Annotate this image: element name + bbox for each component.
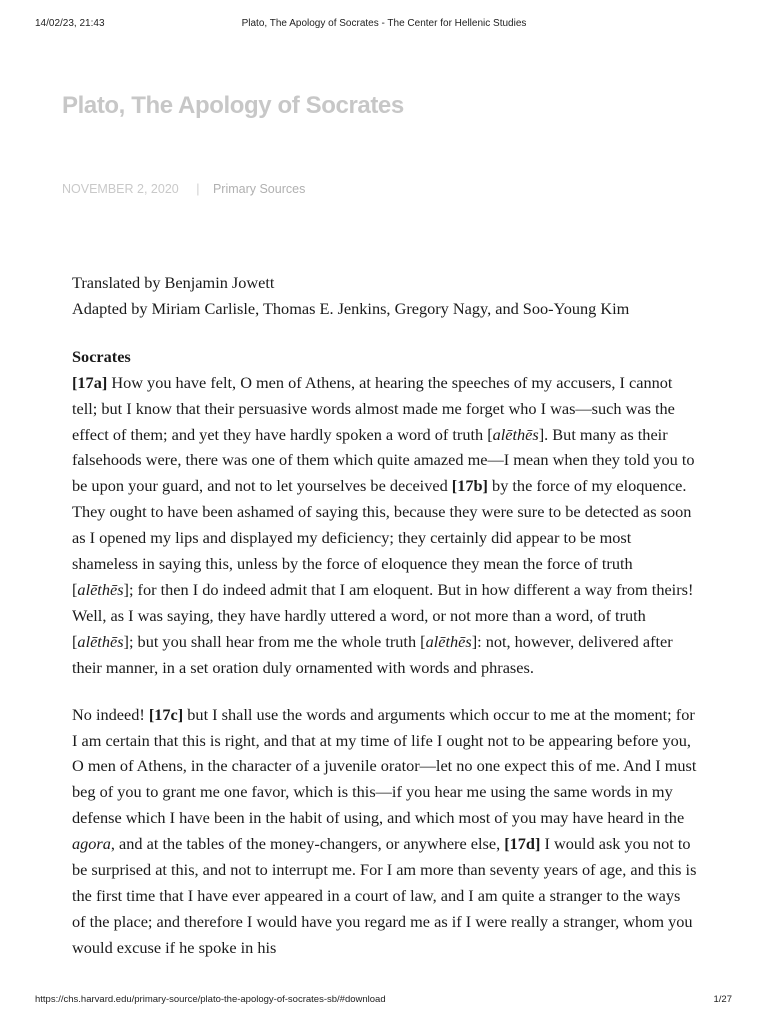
greek-term: alēthēs <box>492 424 539 444</box>
stephanus-reference: [17b] <box>451 476 488 496</box>
greek-term: alēthēs <box>77 631 124 651</box>
paragraph-text: by the force of my eloquence. They ought to have been ashamed of saying this, because they were sure to be detected as soon as I opened my lips and displayed my deficiency; they certainly did appear to be most shameless in saying this, unless by the force of eloquence they mean the force of truth [ <box>72 476 692 599</box>
paragraph-text: , and at the tables of the money-changers, or anywhere else, <box>110 834 505 854</box>
paragraph <box>72 702 697 961</box>
paragraph-text: ]: not, however, delivered after their manner, in a set oration duly ornamented with words and phrases. <box>72 631 673 677</box>
stephanus-reference: [17c] <box>148 704 184 724</box>
paragraph-text: but I shall use the words and arguments which occur to me at the moment; for I am certain that this is right, and that at my time of life I ought not to be appearing before you, O men of Athens, in the character of a juvenile orator—let no one expect this of me. And I must beg of you to grant me one favor, which is this—if you hear me using the same words in my defense which I have been in the habit of using, and which most of you may have heard in the <box>72 704 697 828</box>
paragraph-text: ]. But many as their falsehoods were, there was one of them which quite amazed me—I mean when they told you to be upon your guard, and not to let yourselves be deceived <box>72 424 695 496</box>
print-page-title: Plato, The Apology of Socrates - The Center for Hellenic Studies <box>241 18 527 29</box>
greek-term: alēthēs <box>425 631 472 651</box>
publish-date: NOVEMBER 2, 2020 <box>62 182 179 196</box>
adapters-credit: Adapted by Miriam Carlisle, Thomas E. Jenkins, Gregory Nagy, and Soo-Young Kim <box>72 298 630 318</box>
page-number: 1/27 <box>713 994 732 1005</box>
meta-separator: | <box>196 182 200 196</box>
stephanus-reference: [17d] <box>504 834 541 854</box>
article-body <box>72 270 697 982</box>
print-url: https://chs.harvard.edu/primary-source/plato-the-apology-of-socrates-sb/#download <box>35 994 386 1005</box>
paragraph-text: ]; but you shall hear from me the whole truth [ <box>123 631 426 651</box>
greek-term: agora <box>72 834 111 854</box>
paragraph-text: How you have felt, O men of Athens, at hearing the speeches of my accusers, I cannot tell; but I know that their persuasive words almost made me forget who I was—such was the effect of them; and yet they have hardly spoken a word of truth [ <box>72 372 675 444</box>
paragraph-text: I would ask you not to be surprised at this, and not to interrupt me. For I am more than seventy years of age, and this is the first time that I have ever appeared in a court of law, and I am quite a stranger to the ways of the place; and therefore I would have you regard me as if I were really a stranger, whom you would excuse if he spoke in his <box>72 834 697 957</box>
paragraph-text: No indeed! <box>72 704 149 724</box>
print-datetime: 14/02/23, 21:43 <box>35 18 105 29</box>
speaker-name: Socrates <box>72 346 131 366</box>
paragraph-text: ]; for then I do indeed admit that I am eloquent. But in how different a way from theirs! Well, as I was saying, they have hardly uttered a word, or not more than a word, of truth [ <box>72 579 694 651</box>
category-link[interactable]: Primary Sources <box>212 182 306 196</box>
greek-term: alēthēs <box>77 579 124 599</box>
print-footer <box>0 994 768 1008</box>
print-header <box>0 18 768 32</box>
translator-credit: Translated by Benjamin Jowett <box>72 273 275 292</box>
stephanus-reference: [17a] <box>72 372 108 392</box>
paragraph <box>72 370 697 681</box>
article-title: Plato, The Apology of Socrates <box>62 92 404 119</box>
article-meta <box>62 182 305 196</box>
